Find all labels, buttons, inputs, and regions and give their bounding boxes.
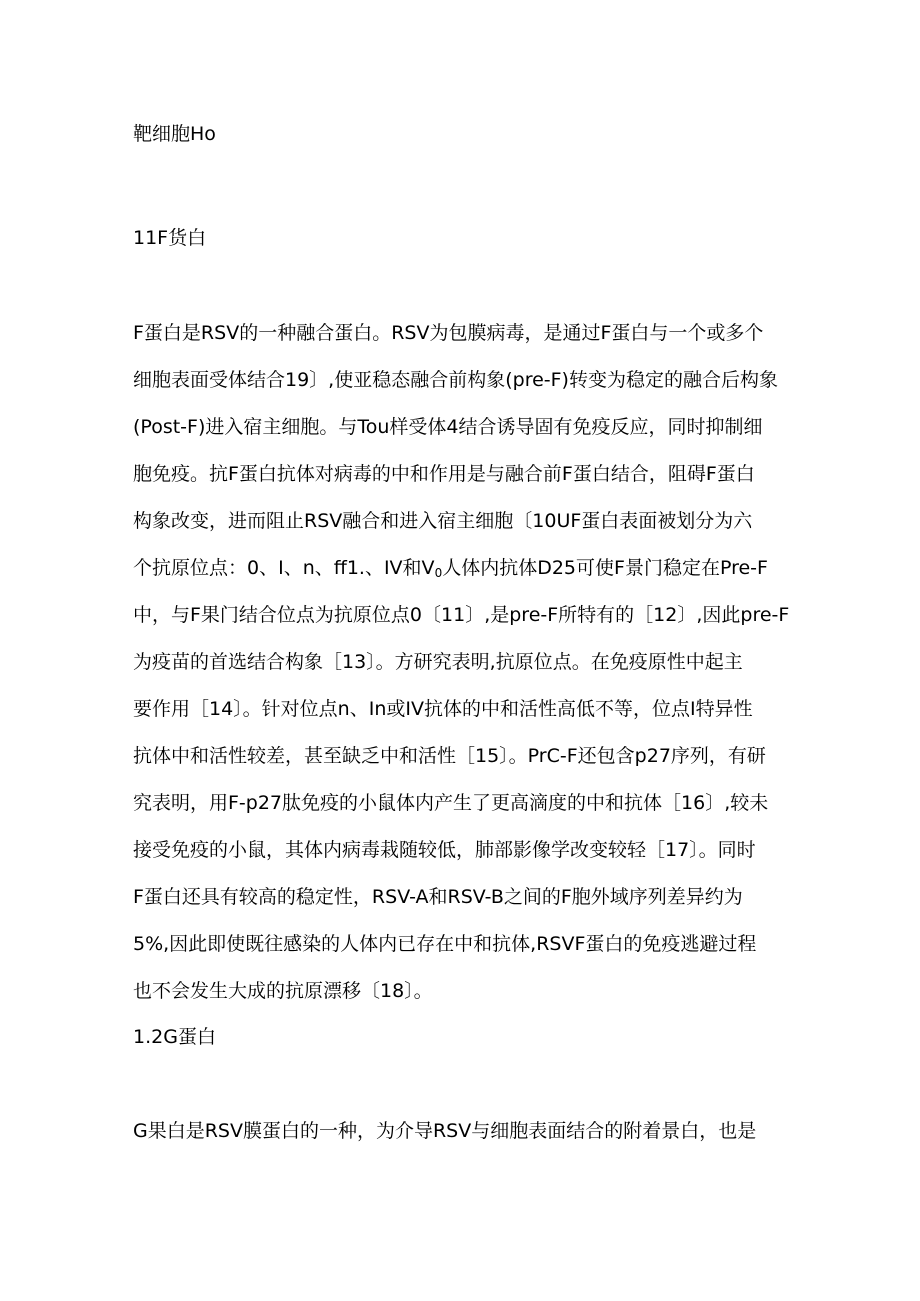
paragraph-line: 为疫苗的首选结合构象［13〕。方研究表明,抗原位点。在免疫原性中起主	[133, 651, 743, 673]
paragraph-line: 抗体中和活性较差，甚至缺乏中和活性［15〕。PrC-F还包含p27序列，有研	[133, 745, 766, 767]
paragraph-line: 细胞表面受体结合19〕,使亚稳态融合前构象(pre-F)转变为稳定的融合后构象	[133, 369, 778, 391]
paragraph-line: G果白是RSV膜蛋白的一种，为介导RSV与细胞表面结合的附着景白，也是	[133, 1120, 757, 1142]
paragraph-line: 究表明，用F-p27肽免疫的小鼠体内产生了更高滴度的中和抗体［16〕,较未	[133, 792, 769, 814]
paragraph-line: 5%,因此即使既往感染的人体内已存在中和抗体,RSVF蛋白的免疫逃避过程	[133, 933, 757, 955]
paragraph-line: 接受免疫的小鼠，其体内病毒栽随较低，肺部影像学改变较轻［17〕。同时	[133, 839, 756, 861]
paragraph-line: F蛋白是RSV的一种融合蛋白。RSV为包膜病毒，是通过F蛋白与一个或多个	[133, 322, 764, 344]
paragraph-line-text: 个抗原位点：0、I、n、ff1.、IV和V	[133, 557, 435, 579]
section-heading-1-2: 1.2G蛋白	[133, 1026, 216, 1048]
subscript-text: 0	[434, 566, 443, 580]
paragraph-line: 中，与F果门结合位点为抗原位点0〔11〕,是pre-F所特有的［12〕,因此pre-F	[133, 604, 790, 626]
paragraph-line	[133, 555, 793, 581]
section-fragment-heading: 靶细胞Ho	[133, 123, 216, 145]
paragraph-line: 构象改变，进而阻止RSV融合和进入宿主细胞〔10UF蛋白表面被划分为六	[133, 510, 753, 532]
paragraph-line: 要作用［14〕。针对位点n、In或IV抗体的中和活性高低不等，位点I特异性	[133, 698, 753, 720]
paragraph-line: F蛋白还具有较高的稳定性，RSV-A和RSV-B之间的F胞外域序列差异约为	[133, 886, 743, 908]
paragraph-line: 胞免疫。抗F蛋白抗体对病毒的中和作用是与融合前F蛋白结合，阻碍F蛋白	[133, 463, 755, 485]
section-heading-1-1: 11F货白	[133, 227, 207, 249]
paragraph-line: 也不会发生大成的抗原漂移〔18〕。	[133, 980, 433, 1002]
paragraph-line-text: 人体内抗体D25可使F景门稳定在Pre-F	[442, 557, 768, 579]
paragraph-line: (Post-F)进入宿主细胞。与Tou样受体4结合诱导固有免疫反应，同时抑制细	[133, 416, 763, 438]
